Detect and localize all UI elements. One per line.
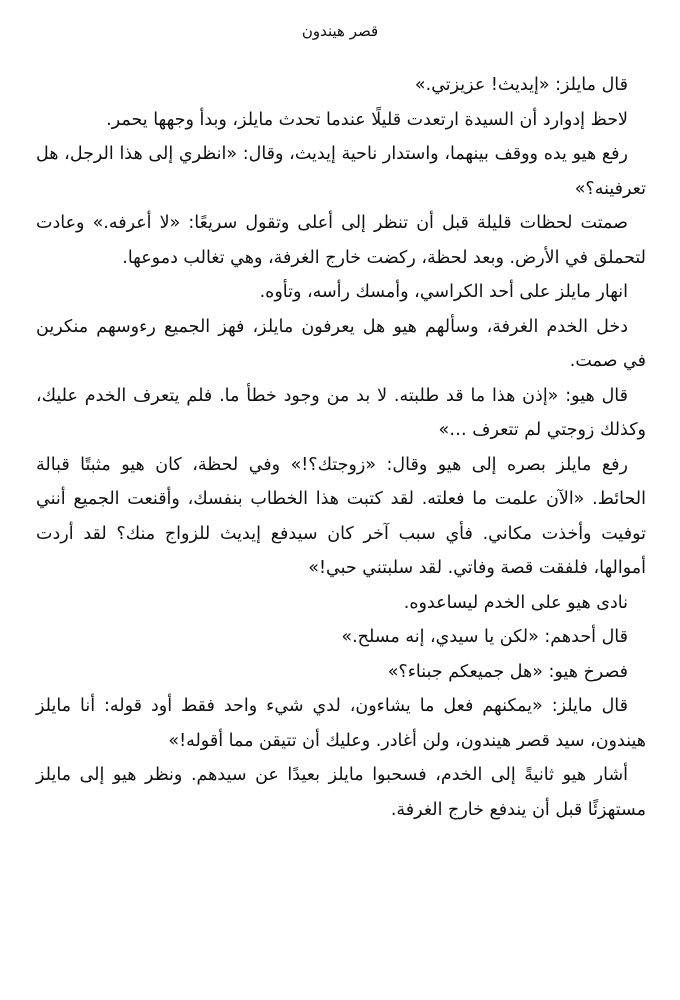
paragraph: أشار هيو ثانيةً إلى الخدم، فسحبوا مايلز بعيدًا عن سيدهم. ونظر هيو إلى مايلز مستهزئًا قبل أن يندفع خارج الغرفة. [36, 765, 646, 820]
paragraph: نادى هيو على الخدم ليساعدوه. [403, 592, 628, 613]
paragraph: انهار مايلز على أحد الكراسي، وأمسك رأسه، وتأوه. [259, 282, 628, 302]
paragraph: قال مايلز: «يمكنهم فعل ما يشاءون، لدي شيء واحد فقط أود قوله: أنا مايلز هيندون، سيد قصر هيندون، ولن أغادر. وعليك أن تتيقن مما أقوله!» [36, 696, 646, 751]
paragraph: لاحظ إدوارد أن السيدة ارتعدت قليلًا عندما تحدث مايلز، وبدأ وجهها يحمر. [106, 109, 628, 130]
paragraph: رفع مايلز بصره إلى هيو وقال: «زوجتك؟!» وفي لحظة، كان هيو مثبتًا قبالة الحائط. «الآن علمت ما فعلته. لقد كتبت هذا الخطاب بنفسك، وأقنعت الجميع أنني توفيت وأخذت مكاني. فأي سبب آخر كان سيدفع إيديث للزواج منك؟ لقد أردت أموالها، فلفقت قصة وفاتي. لقد سلبتني حبي!» [36, 454, 646, 578]
running-head-title: قصر هيندون [301, 22, 379, 40]
paragraph: فصرخ هيو: «هل جميعكم جبناء؟» [387, 661, 628, 682]
paragraph: رفع هيو يده ووقف بينهما، واستدار ناحية إيديث، وقال: «انظري إلى هذا الرجل، هل تعرفينه؟» [36, 144, 646, 199]
chapter-body [36, 68, 646, 827]
paragraph: قال هيو: «إذن هذا ما قد طلبته. لا بد من وجود خطأ ما. فلم يتعرف الخدم عليك، وكذلك زوجتي لم تتعرف …» [36, 385, 646, 440]
paragraph: صمتت لحظات قليلة قبل أن تنظر إلى أعلى وتقول سريعًا: «لا أعرفه.» وعادت لتحملق في الأرض. وبعد لحظة، ركضت خارج الغرفة، وهي تغالب دموعها. [36, 213, 646, 268]
paragraph: قال أحدهم: «لكن يا سيدي، إنه مسلح.» [341, 627, 628, 647]
paragraph: دخل الخدم الغرفة، وسألهم هيو هل يعرفون مايلز، فهز الجميع رءوسهم منكرين في صمت. [36, 316, 646, 371]
paragraph: قال مايلز: «إيديث! عزيزتي.» [414, 75, 628, 95]
